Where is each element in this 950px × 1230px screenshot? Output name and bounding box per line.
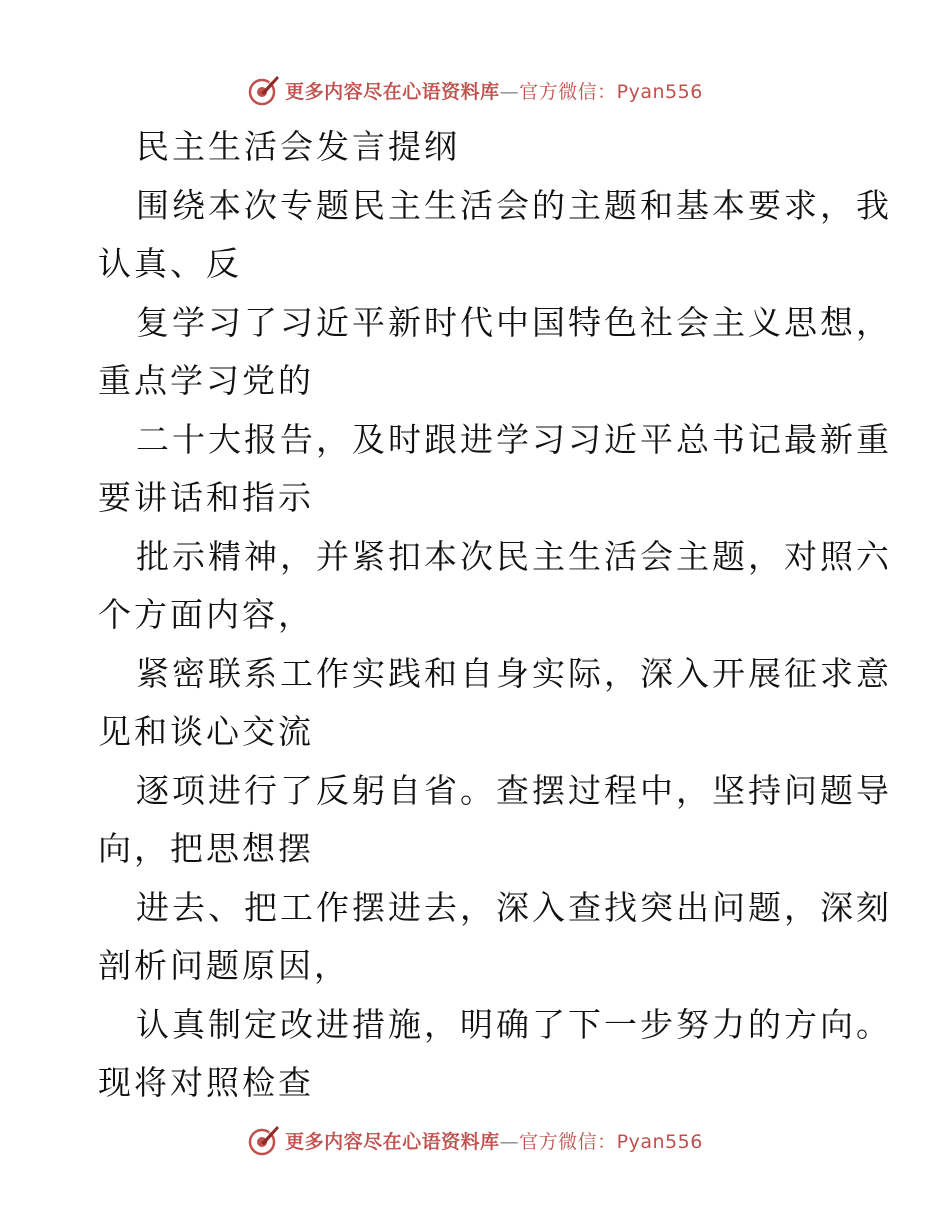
body-line: 剖析问题原因， bbox=[98, 946, 350, 985]
banner-dash: — bbox=[499, 80, 520, 103]
body-line: 要讲话和指示 bbox=[98, 478, 314, 517]
banner-dash: — bbox=[499, 1130, 520, 1153]
body-line: 逐项进行了反躬自省。查摆过程中，坚持问题导 bbox=[136, 770, 892, 810]
body-line: 向，把思想摆 bbox=[98, 829, 314, 868]
document-body bbox=[98, 118, 892, 1113]
footer-banner-text bbox=[285, 1127, 703, 1154]
banner-site-name: 更多内容尽在心语资料库 bbox=[285, 80, 500, 103]
banner-wechat-contact: 官方微信：Pyan556 bbox=[519, 1130, 703, 1153]
body-line: 见和谈心交流 bbox=[98, 712, 314, 751]
body-line: 个方面内容， bbox=[98, 595, 314, 634]
body-line: 认真、反 bbox=[98, 244, 242, 283]
body-line: 复学习了习近平新时代中国特色社会主义思想， bbox=[136, 302, 892, 342]
quill-pen-seal-icon bbox=[247, 73, 281, 107]
banner-site-name: 更多内容尽在心语资料库 bbox=[285, 1130, 500, 1153]
body-line: 二十大报告，及时跟进学习习近平总书记最新重 bbox=[136, 419, 892, 459]
body-line: 重点学习党的 bbox=[98, 361, 314, 400]
document-title: 民主生活会发言提纲 bbox=[136, 127, 460, 166]
body-line: 紧密联系工作实践和自身实际，深入开展征求意 bbox=[136, 653, 892, 693]
body-line: 围绕本次专题民主生活会的主题和基本要求，我 bbox=[136, 185, 892, 225]
banner-wechat-contact: 官方微信：Pyan556 bbox=[519, 80, 703, 103]
header-banner-text bbox=[285, 77, 703, 104]
quill-pen-seal-icon bbox=[247, 1123, 281, 1157]
footer-banner bbox=[0, 1120, 950, 1160]
body-line: 认真制定改进措施，明确了下一步努力的方向。 bbox=[136, 1004, 892, 1044]
body-line: 进去、把工作摆进去，深入查找突出问题，深刻 bbox=[136, 887, 892, 927]
header-banner bbox=[0, 70, 950, 110]
body-line: 现将对照检查 bbox=[98, 1063, 314, 1102]
body-line: 批示精神，并紧扣本次民主生活会主题，对照六 bbox=[136, 536, 892, 576]
